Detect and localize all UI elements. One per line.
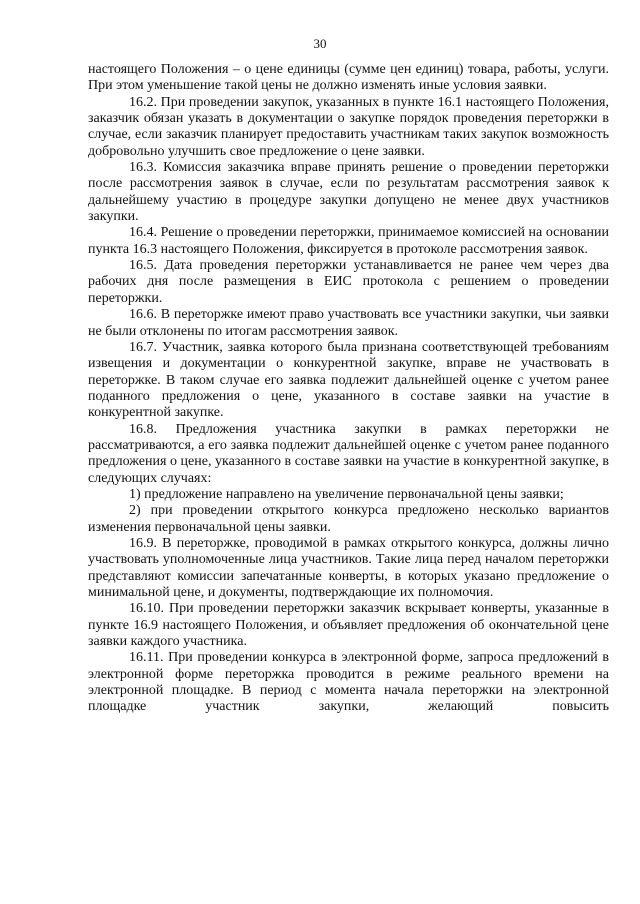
paragraph-16-9: 16.9. В переторжке, проводимой в рамках открытого конкурса, должны лично участвовать уполномоченные лица участников. Такие лица перед началом переторжки представляют комиссии запечатанные конверты, в которых указано предложение о минимальной цене, и документы, подтверждающие их полномочия. xyxy=(88,535,609,600)
paragraph-16-11: 16.11. При проведении конкурса в электронной форме, запроса предложений в электронной форме переторжка проводится в режиме реального времени на электронной площадке. В период с момента начала переторжки на электронной площадке участник закупки, желающий повысить xyxy=(88,650,609,715)
paragraph-16-2: 16.2. При проведении закупок, указанных в пункте 16.1 настоящего Положения, заказчик обязан указать в документации о закупке порядок проведения переторжки в случае, если заказчик планирует предоставить участникам таких закупок возможность добровольно улучшить свое предложение о цене заявки. xyxy=(88,94,609,159)
page-number: 30 xyxy=(313,36,327,51)
list-item-16-8-2: 2) при проведении открытого конкурса предложено несколько вариантов изменения первоначальной цены заявки. xyxy=(88,503,609,535)
paragraph-continuation: настоящего Положения – о цене единицы (сумме цен единиц) товара, работы, услуги. При этом уменьшение такой цены не должно изменять иные условия заявки. xyxy=(88,62,609,94)
document-body xyxy=(88,62,609,716)
paragraph-16-4: 16.4. Решение о проведении переторжки, принимаемое комиссией на основании пункта 16.3 настоящего Положения, фиксируется в протоколе рассмотрения заявок. xyxy=(88,225,609,257)
paragraph-16-5: 16.5. Дата проведения переторжки устанавливается не ранее чем через два рабочих дня после размещения в ЕИС протокола с решением о проведении переторжки. xyxy=(88,258,609,306)
paragraph-16-6: 16.6. В переторжке имеют право участвовать все участники закупки, чьи заявки не были отклонены по итогам рассмотрения заявок. xyxy=(88,307,609,339)
paragraph-16-10: 16.10. При проведении переторжки заказчик вскрывает конверты, указанные в пункте 16.9 настоящего Положения, и объявляет предложения об окончательной цене заявки каждого участника. xyxy=(88,601,609,650)
paragraph-16-7: 16.7. Участник, заявка которого была признана соответствующей требованиям извещения и документации о конкурентной закупке, вправе не участвовать в переторжке. В таком случае его заявка подлежит дальнейшей оценке с учетом ранее поданного предложения о цене, указанного в составе заявки на участие в конкурентной закупке. xyxy=(88,339,609,421)
list-item-16-8-1: 1) предложение направлено на увеличение первоначальной цены заявки; xyxy=(129,486,564,502)
paragraph-16-3: 16.3. Комиссия заказчика вправе принять решение о проведении переторжки после рассмотрения заявок в случае, если по результатам рассмотрения заявок к дальнейшему участию в процедуре закупки допущено не менее двух участников закупки. xyxy=(88,160,609,225)
paragraph-16-8: 16.8. Предложения участника закупки в рамках переторжки не рассматриваются, а его заявка подлежит дальнейшей оценке с учетом ранее поданного предложения о цене, указанного в составе заявки на участие в конкурентной закупке, в следующих случаях: xyxy=(88,421,609,486)
